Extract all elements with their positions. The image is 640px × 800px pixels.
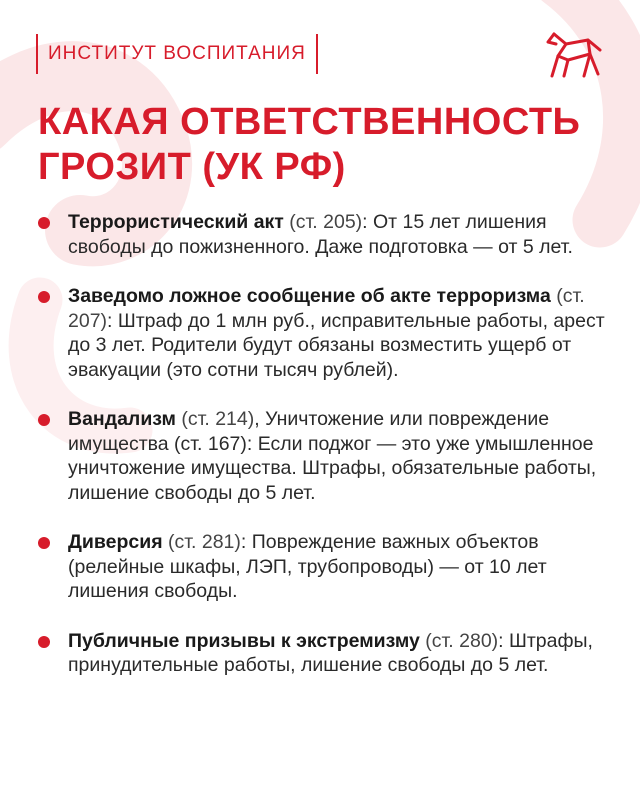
header: [36, 34, 318, 74]
item-term: Заведомо ложное сообщение об акте терроризма: [68, 285, 551, 307]
bullet-dot-icon: [38, 291, 50, 303]
item-term: Террористический акт: [68, 211, 284, 233]
item-text: : Повреждение важных объектов (релейные шкафы, ЛЭП, трубопроводы) — от 10 лет лишения свободы.: [68, 531, 547, 602]
list-item: [38, 210, 618, 259]
list-item: [38, 629, 618, 678]
item-article: (ст. 280): [419, 629, 499, 652]
bullet-dot-icon: [38, 414, 50, 426]
header-right-bar: [316, 34, 318, 74]
item-term: Публичные призывы к экстремизму: [68, 629, 420, 652]
item-article: (ст. 207): [68, 285, 585, 332]
page-title: [38, 100, 618, 190]
item-text: , Уничтожение или повреждение имущества (ст. 167): Если поджог — это уже умышленное уничтожение имущества. Штрафы, обязательные работы, лишение свободы до 5 лет.: [68, 408, 597, 504]
item-article: (ст. 205): [283, 211, 363, 233]
item-article: (ст. 214): [175, 408, 255, 430]
item-term: Диверсия: [68, 531, 163, 553]
bullet-dot-icon: [38, 217, 50, 229]
title-line-1: КАКАЯ ОТВЕТСТВЕННОСТЬ: [38, 101, 581, 143]
item-text: : Штрафы, принудительные работы, лишение свободы до 5 лет.: [68, 629, 593, 676]
list-item: [38, 530, 618, 604]
organization-name: ИНСТИТУТ ВОСПИТАНИЯ: [48, 43, 306, 64]
bullet-dot-icon: [38, 636, 50, 648]
list-item: [38, 407, 618, 505]
item-article: (ст. 281): [162, 531, 241, 553]
item-text: : От 15 лет лишения свободы до пожизненного. Даже подготовка — от 5 лет.: [68, 211, 573, 258]
liability-list: [38, 210, 618, 703]
list-item: [38, 284, 618, 382]
item-term: Вандализм: [68, 408, 176, 430]
bullet-dot-icon: [38, 537, 50, 549]
horse-logo-icon: [544, 30, 602, 80]
title-line-2: ГРОЗИТ (УК РФ): [38, 146, 346, 188]
item-text: : Штраф до 1 млн руб., исправительные работы, арест до 3 лет. Родители будут обязаны возместить ущерб от эвакуации (это сотни тысяч рублей).: [68, 309, 605, 381]
